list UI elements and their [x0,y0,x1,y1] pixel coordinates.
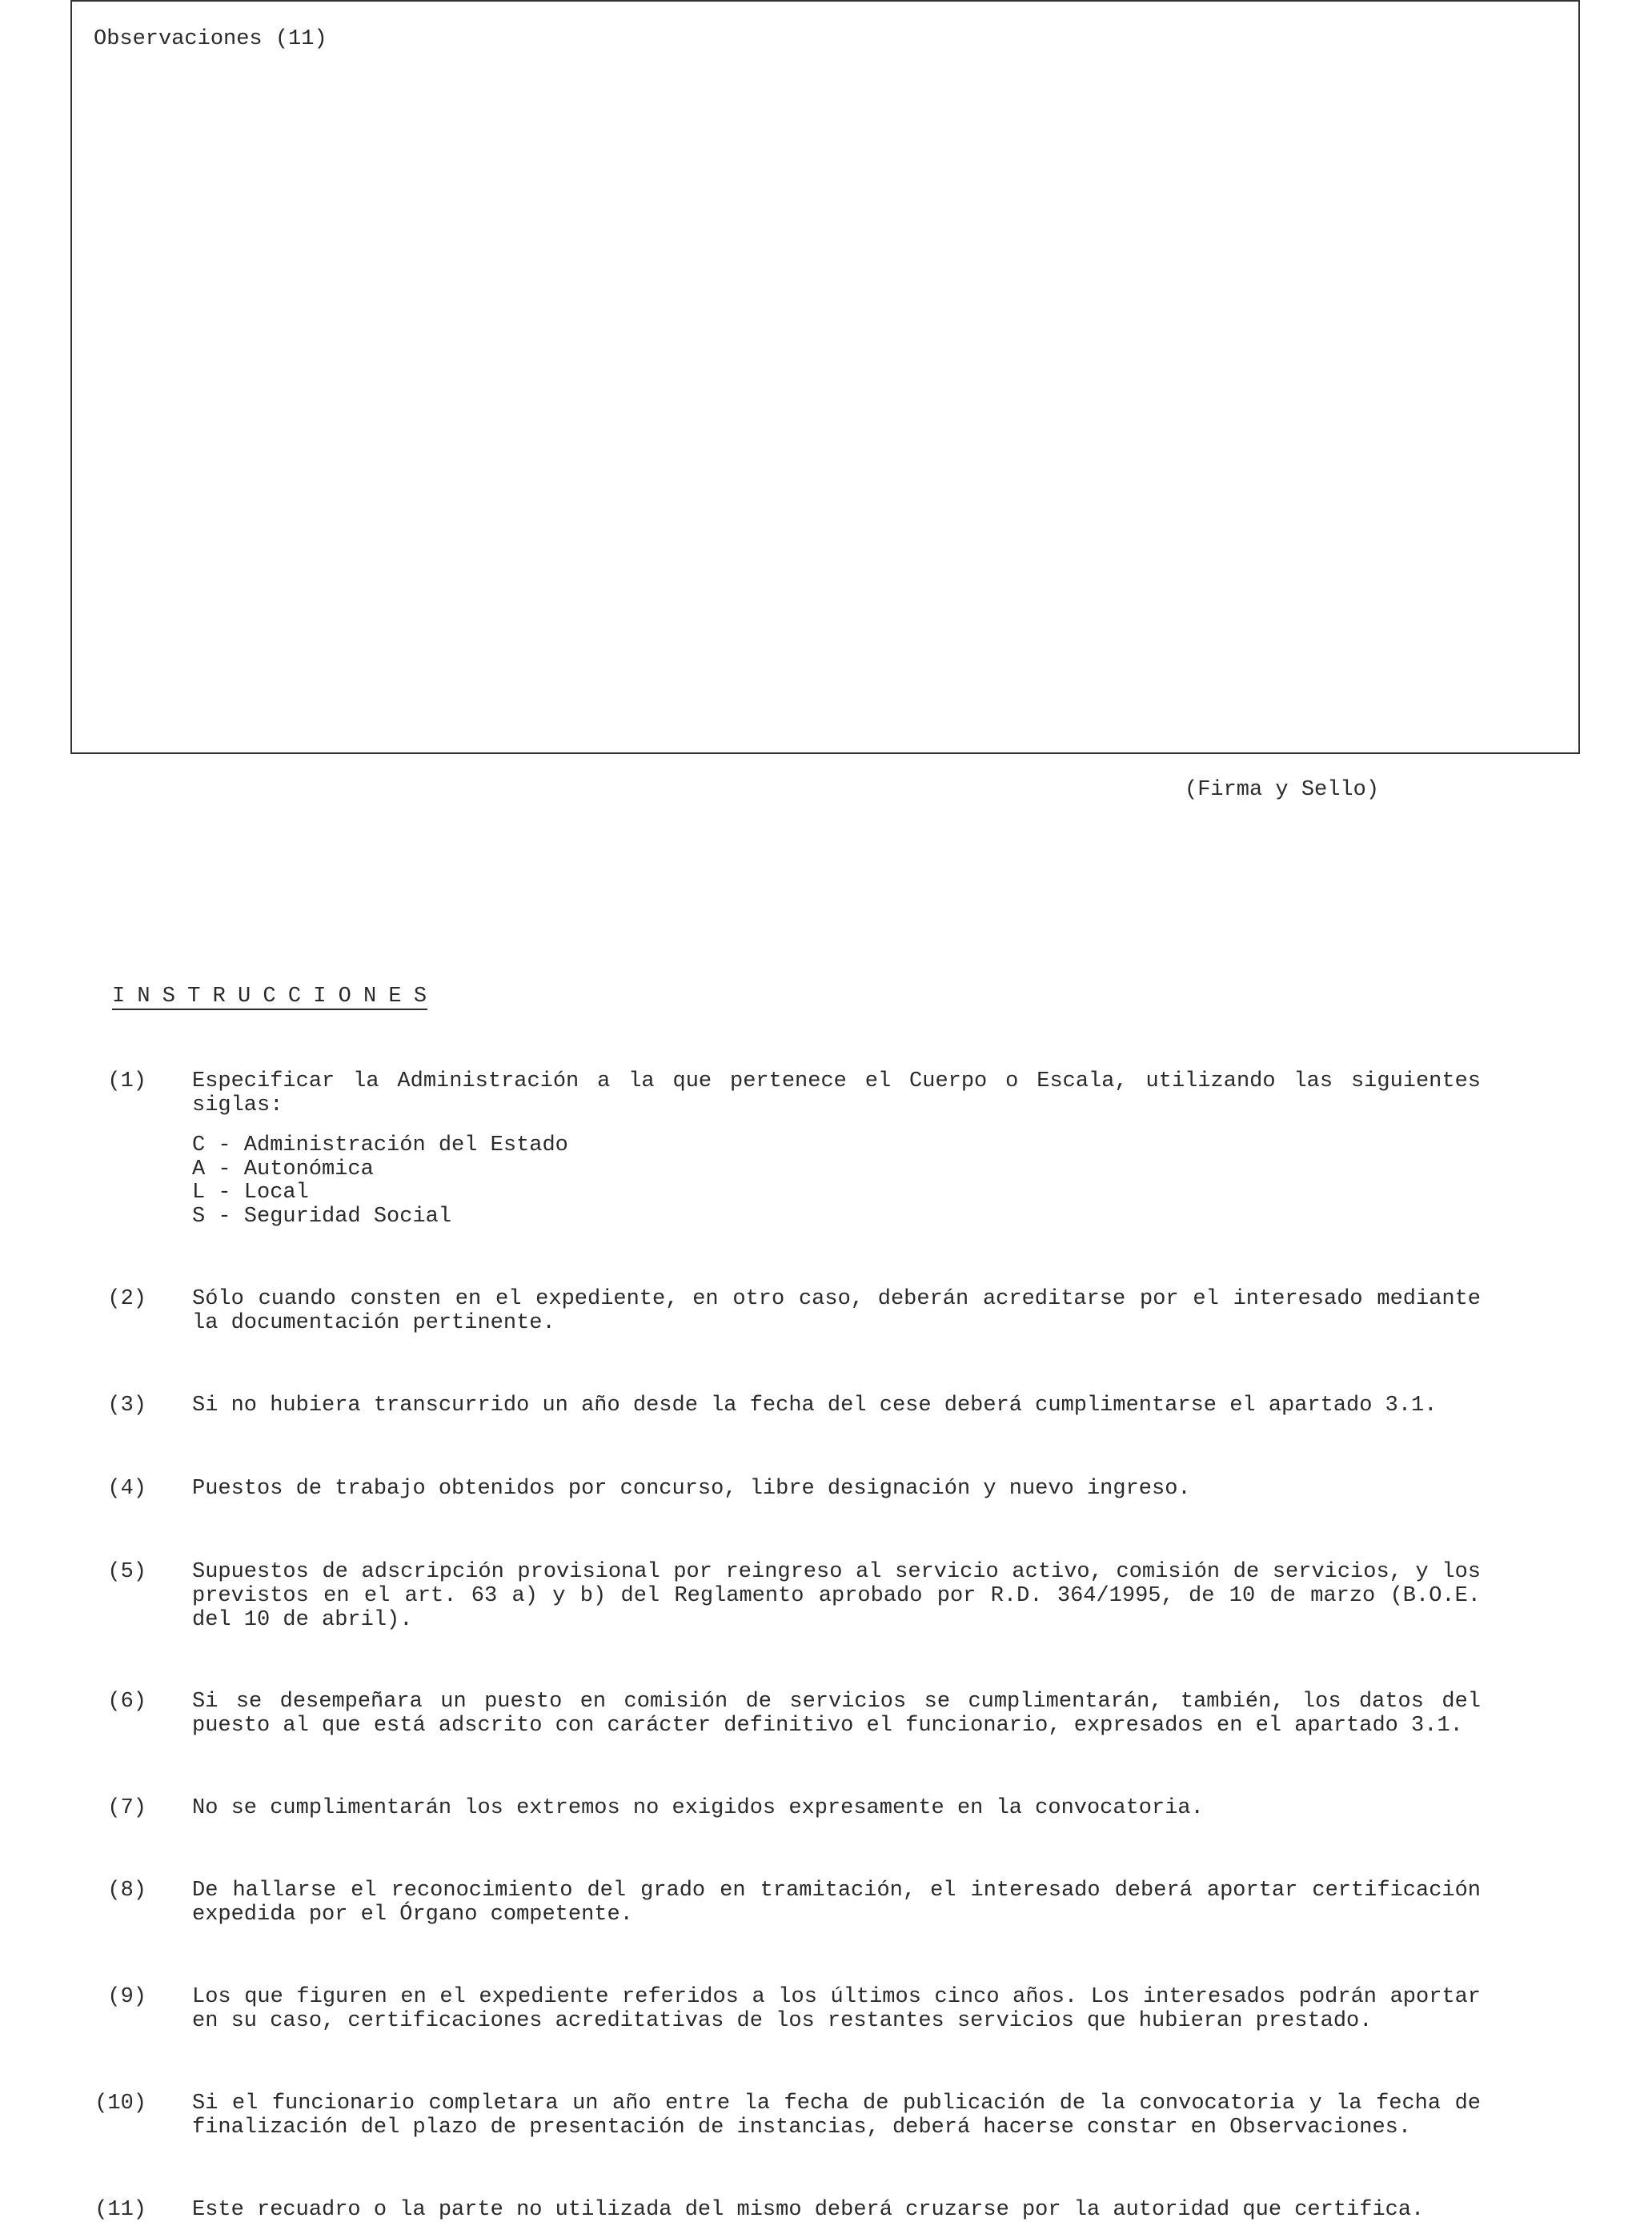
instrucciones-title: INSTRUCCIONES [112,985,439,1009]
item-text-9: Los que figuren en el expediente referidos a los últimos cinco años. Los interesados podrán aportar en su caso, certificaciones acreditativas de los restantes servicios que hubieran prestado. [192,1985,1481,2033]
sigla-c: C - Administración del Estado [192,1133,568,1157]
sigla-l: L - Local [192,1181,309,1205]
item-text-10: Si el funcionario completara un año entre la fecha de publicación de la convocatoria y la fecha de finalización del plazo de presentación de instancias, deberá hacerse constar en Observaciones. [192,2092,1481,2140]
item-text-8: De hallarse el reconocimiento del grado en tramitación, el interesado deberá aportar certificación expedida por el Órgano competente. [192,1879,1481,1927]
firma-y-sello-label: (Firma y Sello) [1185,778,1380,802]
item-number-9: (9) [107,1985,146,2009]
item-number-8: (8) [107,1879,146,1903]
item-number-10: (10) [94,2092,146,2116]
sigla-a: A - Autonómica [192,1157,374,1181]
item-text-5: Supuestos de adscripción provisional por reingreso al servicio activo, comisión de servicios, y los previstos en el art. 63 a) y b) del Reglamento aprobado por R.D. 364/1995, de 10 de marzo (B.O.E. del 10 de abril). [192,1560,1481,1632]
item-text-11: Este recuadro o la parte no utilizada del mismo deberá cruzarse por la autoridad que certifica. [192,2198,1425,2222]
observaciones-label: Observaciones (11) [94,27,327,51]
item-text-3: Si no hubiera transcurrido un año desde la fecha del cese deberá cumplimentarse el apartado 3.1. [192,1394,1437,1418]
item-number-3: (3) [107,1394,146,1418]
item-number-7: (7) [107,1796,146,1820]
item-text-4: Puestos de trabajo obtenidos por concurso, libre designación y nuevo ingreso. [192,1477,1191,1501]
item-number-2: (2) [107,1287,146,1311]
item-number-11: (11) [94,2198,146,2222]
item-number-6: (6) [107,1690,146,1714]
item-text-7: No se cumplimentarán los extremos no exigidos expresamente en la convocatoria. [192,1796,1204,1820]
item-number-4: (4) [107,1477,146,1501]
item-text-6: Si se desempeñara un puesto en comisión de servicios se cumplimentarán, también, los datos del puesto al que está adscrito con carácter definitivo el funcionario, expresados en el apartado 3.1. [192,1690,1481,1738]
item-text-1: Especificar la Administración a la que pertenece el Cuerpo o Escala, utilizando las siguientes siglas: [192,1069,1481,1117]
item-text-2: Sólo cuando consten en el expediente, en otro caso, deberán acreditarse por el interesado mediante la documentación pertinente. [192,1287,1481,1335]
item-number-5: (5) [107,1560,146,1584]
instrucciones-underline [112,1009,427,1010]
item-number-1: (1) [107,1069,146,1093]
sigla-s: S - Seguridad Social [192,1205,452,1229]
observaciones-box [70,0,1580,754]
